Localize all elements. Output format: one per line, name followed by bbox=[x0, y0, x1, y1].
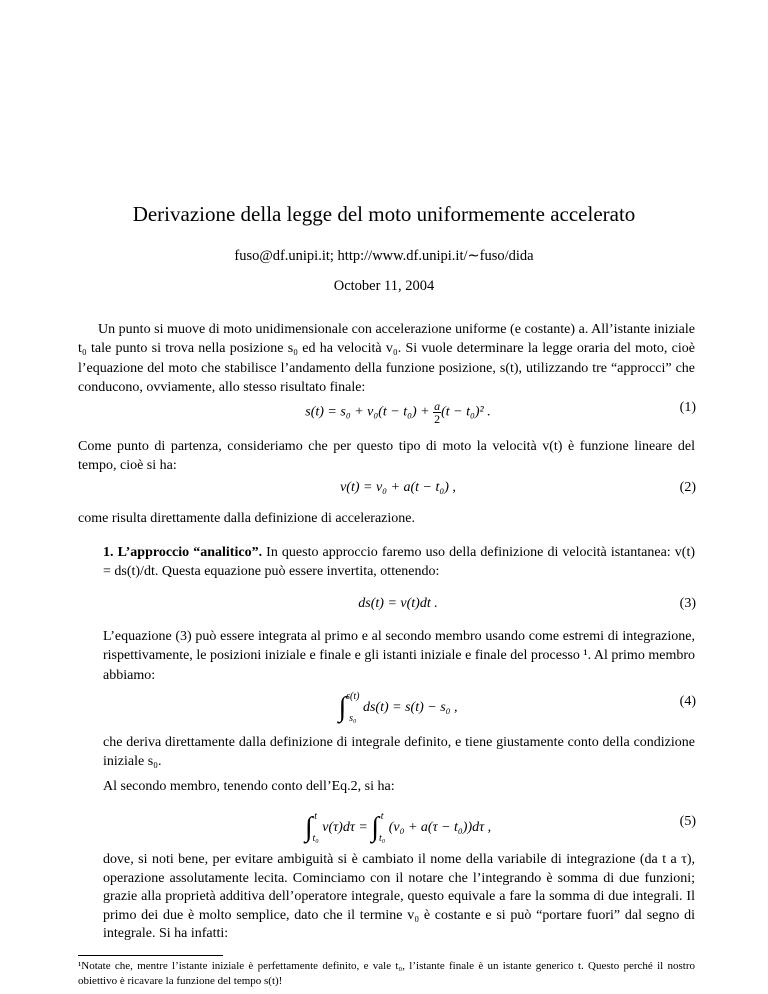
intro-paragraph: Un punto si muove di moto unidimensionale con accelerazione uniforme (e costante) a. All’istante iniziale t₀ tale punto si trova nella posizione s₀ ed ha velocità v₀. Si vuole determinare la legge oraria del moto, cioè l’equazione del moto che stabilisce l’andamento della funzione posizione, s(t), utilizzando tre “approcci” che conducono, ovviamente, allo stesso risultato finale: bbox=[78, 322, 695, 396]
footnote-rule bbox=[78, 955, 223, 956]
equation-4: ∫ s(t) s₀ ds(t) = s(t) − s₀ , (4) bbox=[100, 680, 696, 724]
equation-5: ∫ t t₀ v(τ)dτ = ∫ t t₀ (v₀ + a(τ − t₀))dτ , (5) bbox=[304, 811, 696, 844]
paragraph-additive: dove, si noti bene, per evitare ambiguità si è cambiato il nome della variabile di integrazione (da t a τ), operazione assolutamente lecita. Cominciamo con il notare che l’integrando è somma di due funzioni; grazie alla proprietà additiva dell’operatore integrale, questo equivale a fare la somma di due integrali. Il primo dei due è molto semplice, dato che il termine v₀ è costante e si può “portare fuori” dal segno di integrale. Si ha infatti: bbox=[103, 852, 695, 942]
paragraph-second-member: Al secondo membro, tenendo conto dell’Eq.2, si ha: bbox=[103, 779, 395, 794]
list-item-analytic bbox=[103, 543, 695, 582]
paragraph-acceleration: come risulta direttamente dalla definizione di accelerazione. bbox=[78, 511, 415, 526]
equation-number-1: (1) bbox=[679, 400, 696, 415]
equation-number-3: (3) bbox=[679, 596, 696, 611]
equation-2: v(t) = v₀ + a(t − t₀) , (2) bbox=[340, 480, 696, 495]
equation-number-5: (5) bbox=[679, 814, 696, 829]
eq1-left: s(t) = s₀ + v₀(t − t₀) + bbox=[305, 404, 434, 420]
paragraph-definite: che deriva direttamente dalla definizione di integrale definito, e tiene giustamente conto della condizione iniziale s₀. bbox=[103, 735, 695, 770]
list-item-text: In questo approccio faremo uso della definizione di velocità istantanea: v(t) = ds(t)/dt. Questa equazione può essere invertita, ottenendo: bbox=[103, 545, 695, 580]
equation-number-2: (2) bbox=[679, 480, 696, 495]
integral-sign: ∫ bbox=[338, 692, 347, 723]
list-item-label: 1. L’approccio “analitico”. bbox=[103, 545, 263, 560]
document-title: Derivazione della legge del moto uniformemente accelerato bbox=[132, 202, 636, 226]
footnote-1: ¹Notate che, mentre l’istante iniziale è perfettamente definito, e vale t₀, l’istante finale è un istante generico t. Questo perché il nostro obiettivo è ricavare la funzione del tempo s(t)! bbox=[78, 960, 695, 987]
equation-1 bbox=[100, 394, 696, 424]
eq1-right: (t − t₀)² . bbox=[441, 404, 491, 420]
paragraph-velocity: Come punto di partenza, consideriamo che per questo tipo di moto la velocità v(t) è funzione lineare del tempo, cioè si ha: bbox=[78, 439, 695, 474]
document-date: October 11, 2004 bbox=[333, 278, 435, 294]
integral-sign: ∫ bbox=[304, 812, 313, 843]
integral-sign: ∫ bbox=[371, 812, 379, 843]
paragraph-integration: L’equazione (3) può essere integrata al primo e al secondo membro usando come estremi di integrazione, rispettivamente, le posizioni iniziale e finale e gli istanti iniziale e finale del processo ¹. Al primo membro abbiamo: bbox=[103, 629, 695, 683]
equation-number-4: (4) bbox=[679, 694, 696, 709]
eq1-fraction: $\frac{a}{2}$ bbox=[434, 399, 441, 426]
integral-limits: s(t) s₀ bbox=[346, 691, 360, 724]
equation-3: ds(t) = v(t)dt . (3) bbox=[358, 596, 696, 611]
author-line: fuso@df.unipi.it; http://www.df.unipi.it/∼fuso/dida bbox=[234, 248, 534, 264]
